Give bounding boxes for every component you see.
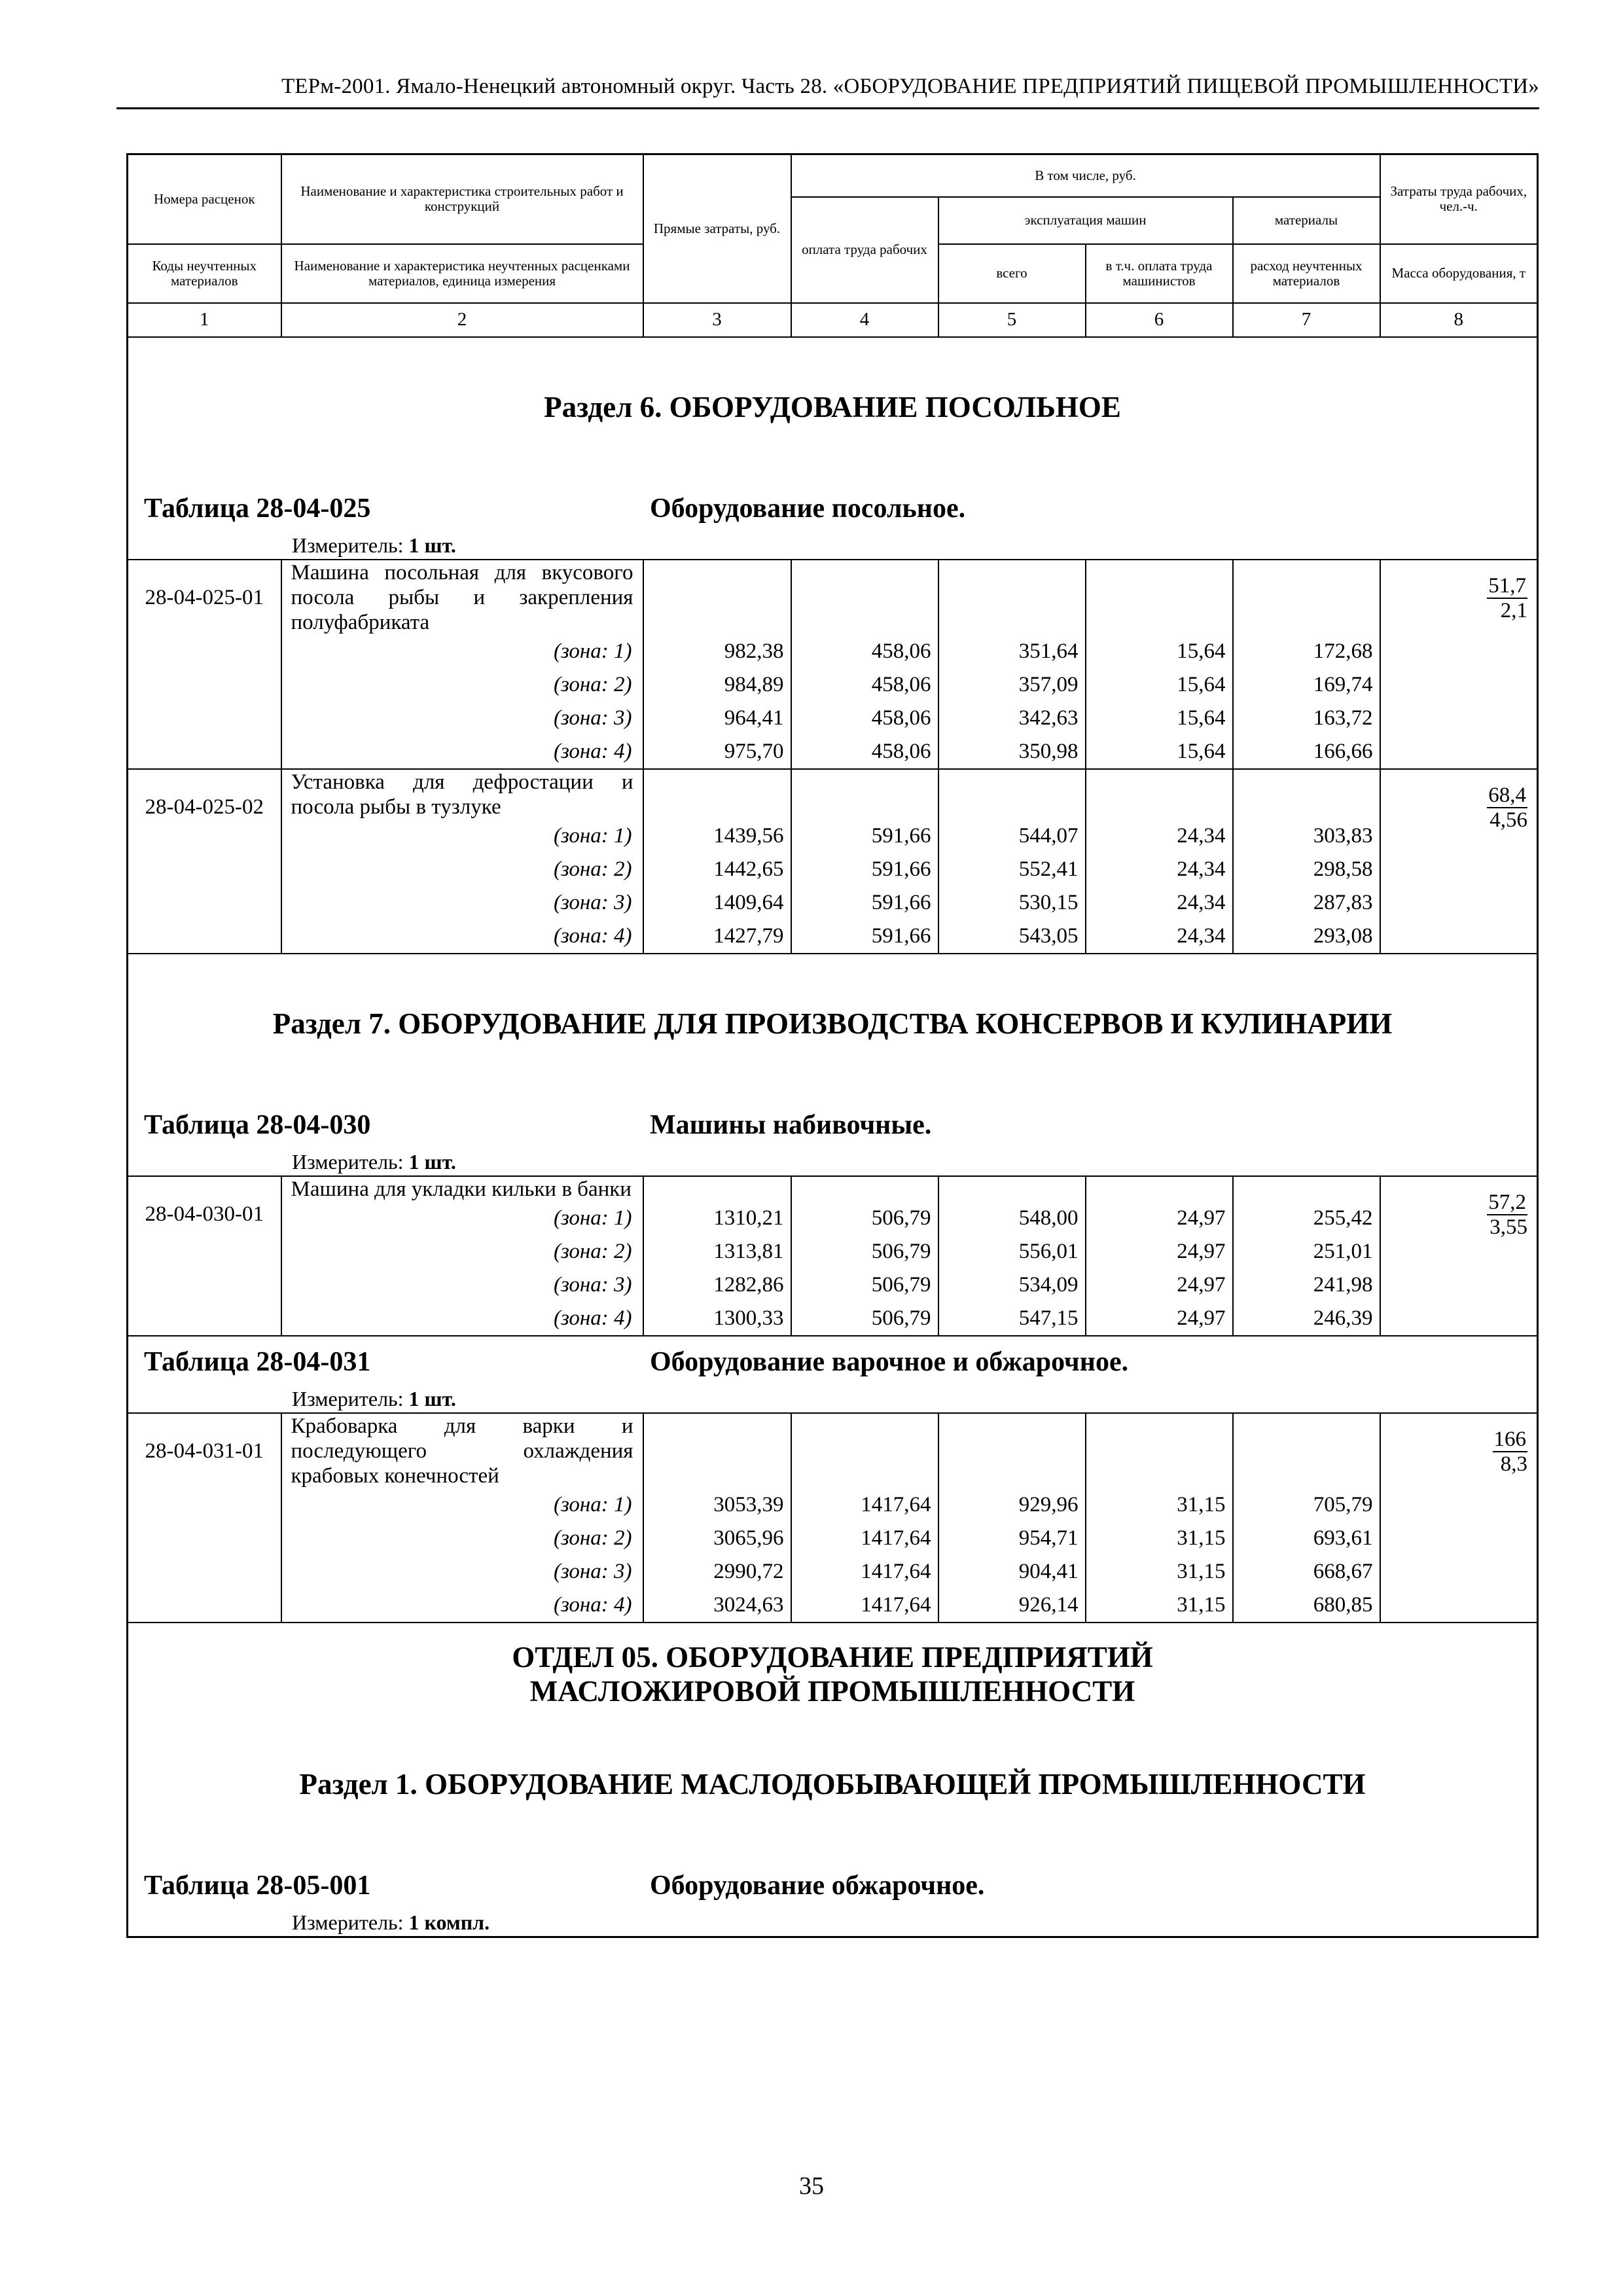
value-direct: 1442,65 [643, 853, 791, 886]
value-materials: 169,74 [1233, 668, 1380, 702]
table-code: Таблица 28-04-031 [144, 1346, 371, 1377]
rates-table [126, 153, 1539, 1938]
table-name: Оборудование обжарочное. [650, 1870, 985, 1901]
value-mach: 547,15 [938, 1302, 1086, 1336]
zone-row [128, 920, 1538, 954]
labor-mass-cell [1380, 769, 1538, 954]
column-number: 2 [281, 303, 643, 337]
measurer-unit: 1 компл. [408, 1910, 490, 1934]
value-wages: 591,66 [791, 819, 938, 853]
labor-mass-fraction [1381, 1427, 1528, 1476]
zone-row [128, 735, 1538, 769]
value-direct: 982,38 [643, 635, 791, 668]
section-row [128, 1041, 1538, 1111]
zone-label: (зона: 4) [281, 1588, 643, 1623]
rate-name: Машина посольная для вкусового посола рыбы и закрепления полуфабриката [281, 560, 643, 635]
value-mach: 548,00 [938, 1202, 1086, 1235]
value-materials: 668,67 [1233, 1555, 1380, 1588]
value-direct: 1409,64 [643, 886, 791, 920]
measurer [128, 1910, 1537, 1936]
equipment-mass: 2,1 [1500, 598, 1528, 622]
value-mach: 552,41 [938, 853, 1086, 886]
column-number: 6 [1086, 303, 1233, 337]
value-materials: 293,08 [1233, 920, 1380, 954]
empty-cell [938, 1176, 1086, 1202]
empty-cell [938, 769, 1086, 819]
zone-row [128, 1268, 1538, 1302]
header-col2-bottom: Наименование и характеристика неучтенных расценками материалов, единица измерения [281, 244, 643, 303]
zone-row [128, 1522, 1538, 1555]
value-mach-wages: 24,97 [1086, 1302, 1233, 1336]
empty-cell [1086, 1413, 1233, 1488]
header-rule [116, 107, 1539, 109]
value-mach-wages: 15,64 [1086, 735, 1233, 769]
section-row [128, 1708, 1538, 1767]
zone-row [128, 1202, 1538, 1235]
zone-row [128, 886, 1538, 920]
value-wages: 458,06 [791, 702, 938, 735]
empty-cell [1233, 1413, 1380, 1488]
labor-cost: 57,2 [1488, 1190, 1527, 1214]
header-machines: эксплуатация машин [938, 197, 1233, 244]
value-materials: 166,66 [1233, 735, 1380, 769]
value-materials: 255,42 [1233, 1202, 1380, 1235]
section-title: Раздел 6. ОБОРУДОВАНИЕ ПОСОЛЬНОЕ [544, 390, 1121, 423]
zone-label: (зона: 3) [281, 1268, 643, 1302]
value-mach: 357,09 [938, 668, 1086, 702]
page-number: 35 [799, 2172, 824, 2200]
zone-label: (зона: 3) [281, 1555, 643, 1588]
rate-code: 28-04-025-02 [128, 769, 281, 954]
zone-label: (зона: 2) [281, 1235, 643, 1268]
header-col6: в т.ч. оплата труда машинистов [1086, 244, 1233, 303]
labor-mass-cell [1380, 1413, 1538, 1623]
value-mach: 543,05 [938, 920, 1086, 954]
empty-cell [1086, 1176, 1233, 1202]
section-cell [128, 495, 1538, 560]
measurer-label: Измеритель: [292, 1386, 409, 1410]
section-row [128, 495, 1538, 560]
value-direct: 964,41 [643, 702, 791, 735]
value-mach-wages: 24,97 [1086, 1268, 1233, 1302]
zone-label: (зона: 1) [281, 1488, 643, 1522]
value-direct: 1427,79 [643, 920, 791, 954]
header-col4: оплата труда рабочих [791, 197, 938, 303]
header-col8-bottom: Масса оборудования, т [1380, 244, 1538, 303]
column-number: 5 [938, 303, 1086, 337]
section-row [128, 1111, 1538, 1176]
value-materials: 246,39 [1233, 1302, 1380, 1336]
value-materials: 303,83 [1233, 819, 1380, 853]
section-cell [128, 1007, 1538, 1041]
value-direct: 3053,39 [643, 1488, 791, 1522]
section-title: ОТДЕЛ 05. ОБОРУДОВАНИЕ ПРЕДПРИЯТИЙ МАСЛОЖИРОВОЙ ПРОМЫШЛЕННОСТИ [512, 1640, 1153, 1708]
rate-code: 28-04-031-01 [128, 1413, 281, 1623]
zone-label: (зона: 4) [281, 735, 643, 769]
empty-cell [1233, 560, 1380, 635]
empty-cell [938, 1413, 1086, 1488]
rate-row [128, 1176, 1538, 1202]
value-wages: 458,06 [791, 735, 938, 769]
measurer-label: Измеритель: [292, 1149, 409, 1174]
value-mach-wages: 24,34 [1086, 853, 1233, 886]
value-mach: 926,14 [938, 1588, 1086, 1623]
zone-row [128, 1488, 1538, 1522]
equipment-mass: 4,56 [1489, 808, 1528, 832]
rate-name: Установка для дефростации и посола рыбы в тузлуке [281, 769, 643, 819]
table-name: Оборудование варочное и обжарочное. [650, 1346, 1129, 1377]
value-mach: 534,09 [938, 1268, 1086, 1302]
value-mach-wages: 24,97 [1086, 1202, 1233, 1235]
empty-cell [643, 1176, 791, 1202]
zone-row [128, 635, 1538, 668]
value-wages: 1417,64 [791, 1488, 938, 1522]
section-row [128, 1348, 1538, 1413]
table-heading [128, 1111, 1537, 1149]
section-row [128, 1623, 1538, 1640]
column-number: 8 [1380, 303, 1538, 337]
value-mach: 530,15 [938, 886, 1086, 920]
empty-cell [1233, 1176, 1380, 1202]
zone-label: (зона: 4) [281, 1302, 643, 1336]
zone-label: (зона: 2) [281, 668, 643, 702]
value-materials: 693,61 [1233, 1522, 1380, 1555]
header-col2-top: Наименование и характеристика строительных работ и конструкций [281, 154, 643, 244]
section-cell [128, 1708, 1538, 1767]
table-code: Таблица 28-04-025 [144, 493, 371, 524]
labor-cost: 51,7 [1488, 573, 1527, 598]
labor-mass-fraction [1381, 573, 1528, 622]
zone-label: (зона: 3) [281, 702, 643, 735]
value-mach-wages: 24,34 [1086, 819, 1233, 853]
value-mach: 929,96 [938, 1488, 1086, 1522]
section-cell [128, 1640, 1538, 1708]
value-mach: 350,98 [938, 735, 1086, 769]
value-mach-wages: 24,34 [1086, 886, 1233, 920]
zone-row [128, 1302, 1538, 1336]
value-direct: 1313,81 [643, 1235, 791, 1268]
rate-row [128, 769, 1538, 819]
table-heading [128, 1872, 1537, 1910]
section-cell [128, 1041, 1538, 1111]
labor-cost: 166 [1493, 1427, 1527, 1451]
empty-cell [791, 560, 938, 635]
value-wages: 458,06 [791, 668, 938, 702]
zone-label: (зона: 1) [281, 1202, 643, 1235]
measurer-unit: 1 шт. [408, 1386, 456, 1410]
section-cell [128, 1111, 1538, 1176]
section-title: Раздел 7. ОБОРУДОВАНИЕ ДЛЯ ПРОИЗВОДСТВА КОНСЕРВОВ И КУЛИНАРИИ [272, 1007, 1393, 1040]
zone-label: (зона: 4) [281, 920, 643, 954]
header-col1-top: Номера расценок [128, 154, 281, 244]
labor-mass-cell [1380, 1176, 1538, 1336]
value-materials: 287,83 [1233, 886, 1380, 920]
empty-cell [1086, 769, 1233, 819]
rate-row [128, 560, 1538, 635]
table-code: Таблица 28-05-001 [144, 1870, 371, 1901]
section-row [128, 954, 1538, 1007]
header-col7: расход неучтенных материалов [1233, 244, 1380, 303]
header-materials: материалы [1233, 197, 1380, 244]
value-mach-wages: 24,97 [1086, 1235, 1233, 1268]
value-mach-wages: 31,15 [1086, 1555, 1233, 1588]
column-number: 3 [643, 303, 791, 337]
value-wages: 1417,64 [791, 1555, 938, 1588]
section-row [128, 1007, 1538, 1041]
header-col1-bottom: Коды неучтенных материалов [128, 244, 281, 303]
empty-cell [1233, 769, 1380, 819]
header-col5: всего [938, 244, 1086, 303]
labor-cost: 68,4 [1488, 783, 1527, 807]
zone-label: (зона: 1) [281, 819, 643, 853]
measurer-label: Измеритель: [292, 533, 409, 557]
value-direct: 3024,63 [643, 1588, 791, 1623]
value-mach: 904,41 [938, 1555, 1086, 1588]
header-col3: Прямые затраты, руб. [643, 154, 791, 303]
equipment-mass: 8,3 [1500, 1452, 1528, 1476]
table-code: Таблица 28-04-030 [144, 1109, 371, 1140]
value-mach-wages: 15,64 [1086, 702, 1233, 735]
value-direct: 1300,33 [643, 1302, 791, 1336]
zone-label: (зона: 3) [281, 886, 643, 920]
value-direct: 975,70 [643, 735, 791, 769]
value-mach-wages: 31,15 [1086, 1488, 1233, 1522]
value-materials: 163,72 [1233, 702, 1380, 735]
value-direct: 1310,21 [643, 1202, 791, 1235]
empty-cell [643, 769, 791, 819]
value-direct: 1282,86 [643, 1268, 791, 1302]
header-incl: В том числе, руб. [791, 154, 1380, 197]
zone-label: (зона: 1) [281, 635, 643, 668]
table-name: Машины набивочные. [650, 1109, 932, 1140]
value-wages: 591,66 [791, 920, 938, 954]
zone-row [128, 1235, 1538, 1268]
value-mach-wages: 15,64 [1086, 635, 1233, 668]
value-mach: 351,64 [938, 635, 1086, 668]
section-cell [128, 1336, 1538, 1348]
section-row [128, 424, 1538, 495]
section-cell [128, 1348, 1538, 1413]
rate-code: 28-04-025-01 [128, 560, 281, 769]
section-row [128, 1640, 1538, 1708]
section-cell [128, 337, 1538, 390]
empty-cell [791, 1176, 938, 1202]
section-row [128, 1336, 1538, 1348]
header-col8-top: Затраты труда рабочих, чел.-ч. [1380, 154, 1538, 244]
value-direct: 984,89 [643, 668, 791, 702]
value-mach-wages: 31,15 [1086, 1588, 1233, 1623]
section-cell [128, 1767, 1538, 1801]
value-mach: 342,63 [938, 702, 1086, 735]
section-row [128, 1801, 1538, 1872]
value-materials: 241,98 [1233, 1268, 1380, 1302]
measurer-label: Измеритель: [292, 1910, 409, 1934]
section-title: Раздел 1. ОБОРУДОВАНИЕ МАСЛОДОБЫВАЮЩЕЙ ПРОМЫШЛЕННОСТИ [299, 1767, 1366, 1801]
section-row [128, 1767, 1538, 1801]
value-materials: 251,01 [1233, 1235, 1380, 1268]
value-mach-wages: 24,34 [1086, 920, 1233, 954]
value-materials: 298,58 [1233, 853, 1380, 886]
empty-cell [791, 1413, 938, 1488]
zone-row [128, 1588, 1538, 1623]
rate-name: Крабоварка для варки и последующего охлаждения крабовых конечностей [281, 1413, 643, 1488]
value-direct: 1439,56 [643, 819, 791, 853]
rate-name: Машина для укладки кильки в банки [281, 1176, 643, 1202]
empty-cell [791, 769, 938, 819]
value-wages: 506,79 [791, 1202, 938, 1235]
value-wages: 506,79 [791, 1235, 938, 1268]
section-cell [128, 1872, 1538, 1937]
column-number: 1 [128, 303, 281, 337]
empty-cell [643, 560, 791, 635]
running-head: ТЕРм-2001. Ямало-Ненецкий автономный округ. Часть 28. «ОБОРУДОВАНИЕ ПРЕДПРИЯТИЙ ПИЩЕВОЙ ПРОМЫШЛЕННОСТИ» [281, 75, 1539, 98]
section-row [128, 390, 1538, 424]
value-wages: 1417,64 [791, 1522, 938, 1555]
value-wages: 506,79 [791, 1302, 938, 1336]
column-numbers-row [128, 303, 1538, 337]
equipment-mass: 3,55 [1489, 1215, 1528, 1239]
empty-cell [938, 560, 1086, 635]
rates-sheet [126, 153, 1537, 1938]
zone-label: (зона: 2) [281, 853, 643, 886]
section-cell [128, 424, 1538, 495]
value-direct: 3065,96 [643, 1522, 791, 1555]
zone-row [128, 819, 1538, 853]
value-direct: 2990,72 [643, 1555, 791, 1588]
section-row [128, 337, 1538, 390]
empty-cell [643, 1413, 791, 1488]
column-number: 4 [791, 303, 938, 337]
value-wages: 458,06 [791, 635, 938, 668]
value-wages: 591,66 [791, 886, 938, 920]
value-wages: 1417,64 [791, 1588, 938, 1623]
zone-row [128, 1555, 1538, 1588]
value-materials: 680,85 [1233, 1588, 1380, 1623]
zone-row [128, 668, 1538, 702]
section-row [128, 1872, 1538, 1937]
labor-mass-cell [1380, 560, 1538, 769]
labor-mass-fraction [1381, 783, 1528, 832]
zone-label: (зона: 2) [281, 1522, 643, 1555]
measurer [128, 1149, 1537, 1175]
measurer-unit: 1 шт. [408, 533, 456, 557]
rate-row [128, 1413, 1538, 1488]
section-cell [128, 1801, 1538, 1872]
measurer-unit: 1 шт. [408, 1149, 456, 1174]
measurer [128, 533, 1537, 559]
value-wages: 506,79 [791, 1268, 938, 1302]
table-heading [128, 495, 1537, 533]
table-body [128, 154, 1538, 1937]
zone-row [128, 702, 1538, 735]
measurer [128, 1386, 1537, 1412]
table-heading [128, 1348, 1537, 1386]
table-name: Оборудование посольное. [650, 493, 966, 524]
value-mach: 544,07 [938, 819, 1086, 853]
value-mach: 556,01 [938, 1235, 1086, 1268]
labor-mass-fraction [1381, 1190, 1528, 1239]
rate-code: 28-04-030-01 [128, 1176, 281, 1336]
value-materials: 705,79 [1233, 1488, 1380, 1522]
value-mach: 954,71 [938, 1522, 1086, 1555]
section-cell [128, 390, 1538, 424]
value-wages: 591,66 [791, 853, 938, 886]
section-cell [128, 1623, 1538, 1640]
section-cell [128, 954, 1538, 1007]
value-mach-wages: 31,15 [1086, 1522, 1233, 1555]
value-materials: 172,68 [1233, 635, 1380, 668]
zone-row [128, 853, 1538, 886]
empty-cell [1086, 560, 1233, 635]
value-mach-wages: 15,64 [1086, 668, 1233, 702]
column-number: 7 [1233, 303, 1380, 337]
